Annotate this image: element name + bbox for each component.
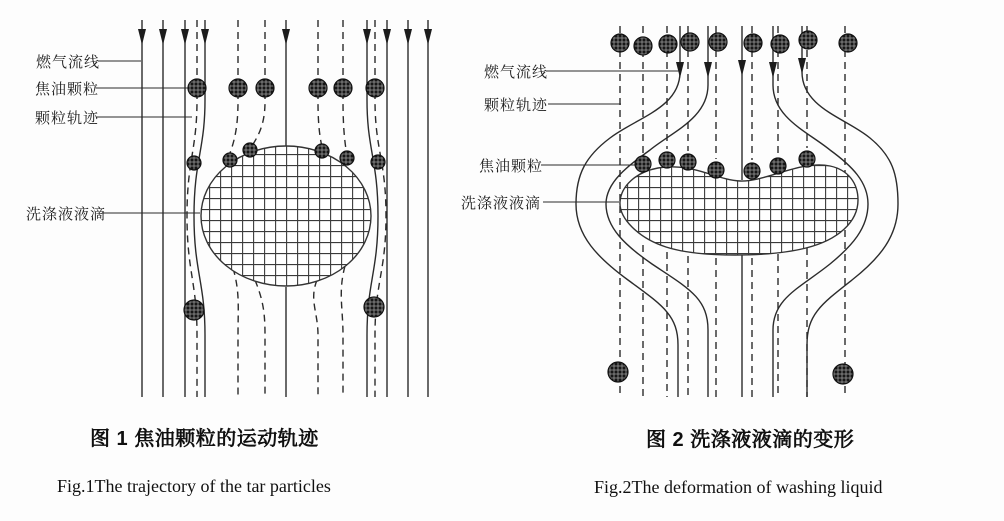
tar-particle-icon — [371, 155, 385, 169]
figure2-flow-arrow-icons — [676, 58, 806, 78]
figure2-label-tar-particle: 焦油颗粒 — [479, 159, 544, 175]
tar-particle-icon — [229, 79, 247, 97]
tar-particle-icon — [243, 143, 257, 157]
tar-particle-icon — [708, 162, 724, 178]
figure2-label-washing-droplet: 洗涤液液滴 — [461, 196, 542, 212]
figure1-diagram — [96, 20, 432, 397]
tar-particle-icon — [681, 33, 699, 51]
tar-particle-icon — [744, 34, 762, 52]
tar-particle-icon — [611, 34, 629, 52]
tar-particle-icon — [799, 31, 817, 49]
figure1-label-particle-trajectory: 颗粒轨迹 — [35, 111, 100, 127]
tar-particle-icon — [659, 35, 677, 53]
tar-particle-icon — [188, 79, 206, 97]
tar-particle-icon — [309, 79, 327, 97]
tar-particle-icon — [256, 79, 274, 97]
tar-particle-icon — [608, 362, 628, 382]
tar-particle-icon — [334, 79, 352, 97]
tar-particle-icon — [364, 297, 384, 317]
figure1-label-washing-droplet: 洗涤液液滴 — [26, 207, 107, 223]
tar-particle-icon — [833, 364, 853, 384]
tar-particle-icon — [770, 158, 786, 174]
figure2-caption-english: Fig.2The deformation of washing liquid — [594, 477, 883, 497]
figure2-diagram — [541, 26, 898, 397]
tar-particle-icon — [223, 153, 237, 167]
figure1-label-tar-particle: 焦油颗粒 — [35, 82, 100, 98]
figure2-label-gas-streamline: 燃气流线 — [484, 65, 549, 81]
tar-particle-icon — [634, 37, 652, 55]
tar-particle-icon — [187, 156, 201, 170]
tar-particle-icon — [184, 300, 204, 320]
figure2-washing-liquid-droplet-deformed — [620, 165, 858, 255]
tar-particle-icon — [635, 156, 651, 172]
figure2-caption-chinese: 图 2 洗涤液液滴的变形 — [646, 429, 855, 451]
tar-particle-icon — [771, 35, 789, 53]
figure1-flow-arrow-icons — [138, 29, 432, 45]
figure1-washing-liquid-droplet — [201, 146, 371, 286]
figure2-label-particle-trajectory: 颗粒轨迹 — [484, 98, 549, 114]
figure1-label-gas-streamline: 燃气流线 — [36, 55, 101, 71]
tar-particle-icon — [340, 151, 354, 165]
tar-particle-icon — [839, 34, 857, 52]
tar-particle-icon — [366, 79, 384, 97]
tar-particle-icon — [744, 163, 760, 179]
figure1-caption-chinese: 图 1 焦油颗粒的运动轨迹 — [90, 428, 319, 450]
tar-particle-icon — [709, 33, 727, 51]
tar-particle-icon — [315, 144, 329, 158]
tar-particle-icon — [799, 151, 815, 167]
tar-particle-icon — [680, 154, 696, 170]
tar-particle-icon — [659, 152, 675, 168]
figure1-caption-english: Fig.1The trajectory of the tar particles — [57, 476, 331, 496]
